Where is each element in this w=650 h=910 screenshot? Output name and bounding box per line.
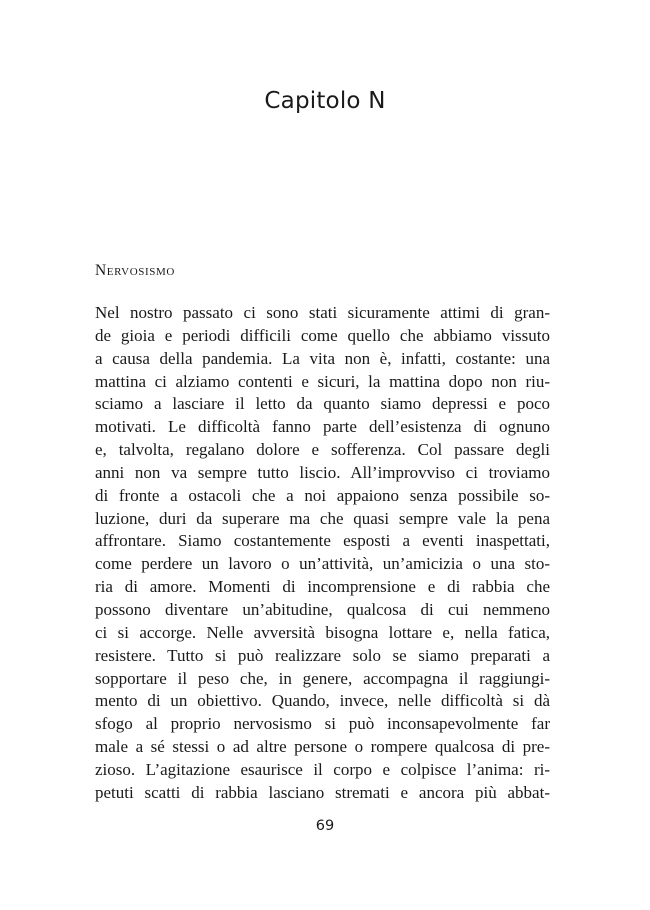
text-line: e, talvolta, regalano dolore e sofferenza. Col passare degli (95, 440, 550, 460)
text-line: sfogo al proprio nervosismo si può inconsapevolmente far (95, 714, 550, 734)
page-number: 69 (315, 818, 335, 834)
text-line: Nel nostro passato ci sono stati sicuramente attimi di gran- (95, 303, 550, 322)
text-line: male a sé stessi o ad altre persone o rompere qualcosa di pre- (95, 737, 550, 757)
text-line: zioso. L’agitazione esaurisce il corpo e colpisce l’anima: ri- (95, 759, 550, 779)
text-line: come perdere un lavoro o un’attività, un’amicizia o una sto- (95, 554, 550, 574)
body-paragraph (95, 302, 550, 805)
text-line: possono diventare un’abitudine, qualcosa di cui nemmeno (95, 599, 550, 619)
text-line: mattina ci alziamo contenti e sicuri, la mattina dopo non riu- (95, 371, 550, 391)
chapter-title: Capitolo N (264, 88, 386, 114)
text-line: motivati. Le difficoltà fanno parte dell’esistenza di ognuno (95, 417, 550, 437)
section-heading: Nervosismo (95, 262, 175, 279)
text-line: affrontare. Siamo costantemente esposti a eventi inaspettati, (95, 531, 550, 551)
text-line: resistere. Tutto si può realizzare solo se siamo preparati a (95, 645, 550, 665)
text-line: di fronte a ostacoli che a noi appaiono senza possibile so- (95, 485, 550, 505)
text-line: ci si accorge. Nelle avversità bisogna lottare e, nella fatica, (95, 622, 550, 642)
text-line: de gioia e periodi difficili come quello che abbiamo vissuto (95, 325, 550, 345)
text-line: luzione, duri da superare ma che quasi sempre vale la pena (95, 508, 550, 528)
text-line: petuti scatti di rabbia lasciano stremati e ancora più abbat- (95, 782, 550, 802)
text-line: mento di un obiettivo. Quando, invece, nelle difficoltà si dà (95, 691, 550, 711)
text-line: a causa della pandemia. La vita non è, infatti, costante: una (95, 348, 550, 368)
text-line: sopportare il peso che, in genere, accompagna il raggiungi- (95, 668, 550, 688)
text-line: sciamo a lasciare il letto da quanto siamo depressi e poco (95, 394, 550, 414)
text-line: ria di amore. Momenti di incomprensione e di rabbia che (95, 577, 550, 597)
text-line: anni non va sempre tutto liscio. All’improvviso ci troviamo (95, 462, 550, 482)
